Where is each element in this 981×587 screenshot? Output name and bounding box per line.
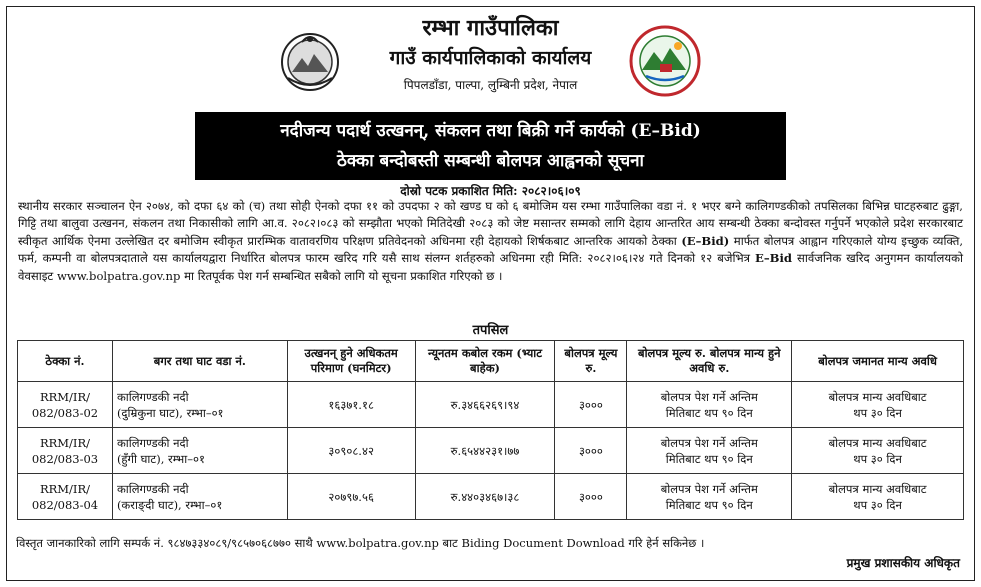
col-bid-price: बोलपत्र मूल्य रु. (555, 341, 627, 382)
bid-validity: बोलपत्र पेश गर्ने अन्तिम मितिबाट थप ९० दिन (627, 428, 792, 474)
municipality-title: रम्भा गाउँपालिका (422, 15, 559, 41)
banner-line-1: नदीजन्य पदार्थ उत्खनन्, संकलन तथा बिक्री गर्ने कार्यको (E–Bid) (280, 121, 701, 141)
bid-price: ३००० (555, 428, 627, 474)
col-ghat-ward: बगर तथा घाट वडा नं. (112, 341, 287, 382)
max-quantity: ३०९०८.४२ (287, 428, 415, 474)
contract-id: RRM/IR/ 082/083-02 (18, 382, 113, 428)
col-contract-no: ठेक्का नं. (18, 341, 113, 382)
schedule-heading: तपसिल (472, 323, 509, 338)
ghat-name: कालिगण्डकी नदी (हुँगी घाट), रम्भा–०१ (112, 428, 287, 474)
ghat-name: कालिगण्डकी नदी (दुम्रिकुना घाट), रम्भा–०१ (112, 382, 287, 428)
col-guarantee-validity: बोलपत्र जमानत मान्य अवधि (792, 341, 964, 382)
col-min-bid-amount: न्यूनतम कबोल रकम (भ्याट बाहेक) (415, 341, 555, 382)
min-bid-amount: रु.६५४४२३१।७७ (415, 428, 555, 474)
guarantee-validity: बोलपत्र मान्य अवधिबाट थप ३० दिन (792, 382, 964, 428)
office-title: गाउँ कार्यपालिकाको कार्यालय (389, 47, 592, 69)
guarantee-validity: बोलपत्र मान्य अवधिबाट थप ३० दिन (792, 474, 964, 520)
bid-validity: बोलपत्र पेश गर्ने अन्तिम मितिबाट थप ९० दिन (627, 382, 792, 428)
table-row (18, 382, 964, 428)
notice-text-2: मार्फत बोलपत्र आह्वान गरिएकाले योग्य इच्छुक व्यक्ति, फर्म, कम्पनी वा बोलपत्रदाताले यस कार्यालयद्वारा निर्धारित बोलपत्र फारम खरिद गरि यसै साथ संलग्न शर्तहरुको अधिनमा रही मिति: २०८२।०६।२४ गते दिनको १२ बजेभित्र (18, 233, 964, 266)
min-bid-amount: रु.४४०३४६७।३८ (415, 474, 555, 520)
table-header-row (18, 341, 964, 382)
ghat-name: कालिगण्डकी नदी (कराङ्दी घाट), रम्भा–०१ (112, 474, 287, 520)
max-quantity: २०७९७.५६ (287, 474, 415, 520)
guarantee-validity: बोलपत्र मान्य अवधिबाट थप ३० दिन (792, 428, 964, 474)
table-row (18, 474, 964, 520)
min-bid-amount: रु.३४६६२६९।९४ (415, 382, 555, 428)
notice-text-1: स्थानीय सरकार सञ्चालन ऐन २०७४, को दफा ६४ को (च) तथा सोही ऐनको दफा ११ को उपदफा २ को खण्ड घ को ६ बमोजिम यस रम्भा गाउँपालिका वडा नं. १ भएर बग्ने कालिगण्डकीको तपसिलका बिभिन्न घाटहरुबाट ढुङ्गा, गिट्टि तथा बालुवा उत्खनन, संकलन तथा निकासीको लागि आ.व. २०८२।०८३ को सम्झौता भएको मितिदेखी २०८३ को जेष्ट मसान्तर सम्मको लागि देहाय आन्तरित आय सम्बन्धी ठेक्का बन्दोवस्त गर्नुपर्ने भएकोले प्रदेश सरकारबाट स्वीकृत आर्थिक ऐनमा उल्लेखित दर बमोजिम स्वीकृत प्रारम्भिक वातावरणिय परिक्षण प्रतिवेदनको अधिनमा रही देहायको शिर्षकबाट आन्तरिक आयको ठेक्का (18, 199, 963, 248)
col-bid-validity: बोलपत्र मूल्य रु. बोलपत्र मान्य हुने अवधि रु. (627, 341, 792, 382)
contract-table (17, 340, 964, 520)
contract-id: RRM/IR/ 082/083-04 (18, 474, 113, 520)
office-address: पिपलडाँडा, पाल्पा, लुम्बिनी प्रदेश, नेपाल (403, 78, 578, 92)
contract-id: RRM/IR/ 082/083-03 (18, 428, 113, 474)
ebid-label-1: (E–Bid) (681, 233, 730, 248)
banner-line-2: ठेक्का बन्दोबस्ती सम्बन्धी बोलपत्र आह्वनको सूचना (337, 151, 644, 171)
ebid-label-2: E–Bid (755, 251, 792, 266)
col-max-quantity: उत्खनन् हुने अधिकतम परिमाण (घनमिटर) (287, 341, 415, 382)
max-quantity: १६३७१.१८ (287, 382, 415, 428)
notice-text-3: सार्वजनिक खरिद अनुगमन कार्यालयको वेवसाइट www.bolpatra.gov.np मा रितपूर्वक पेश गर्न सम्बन्धित सबैको लागि यो सूचना प्रकाशित गरिएको छ । (18, 251, 964, 283)
bid-price: ३००० (555, 382, 627, 428)
bid-validity: बोलपत्र पेश गर्ने अन्तिम मितिबाट थप ९० दिन (627, 474, 792, 520)
notice-body (18, 198, 963, 285)
signature-title: प्रमुख प्रशासकीय अधिकृत (846, 556, 960, 570)
contact-footer: विस्तृत जानकारिको लागि सम्पर्क नं. ९८४७३३४०८९/९८५७०६८७७० साथै www.bolpatra.gov.np बाट Biding Document Download गरि हेर्न सकिनेछ । (16, 536, 705, 550)
bid-price: ३००० (555, 474, 627, 520)
notice-banner (195, 112, 786, 180)
second-publication-date: दोस्रो पटक प्रकाशित मिति: २०८२।०६।०९ (400, 184, 581, 198)
table-row (18, 428, 964, 474)
